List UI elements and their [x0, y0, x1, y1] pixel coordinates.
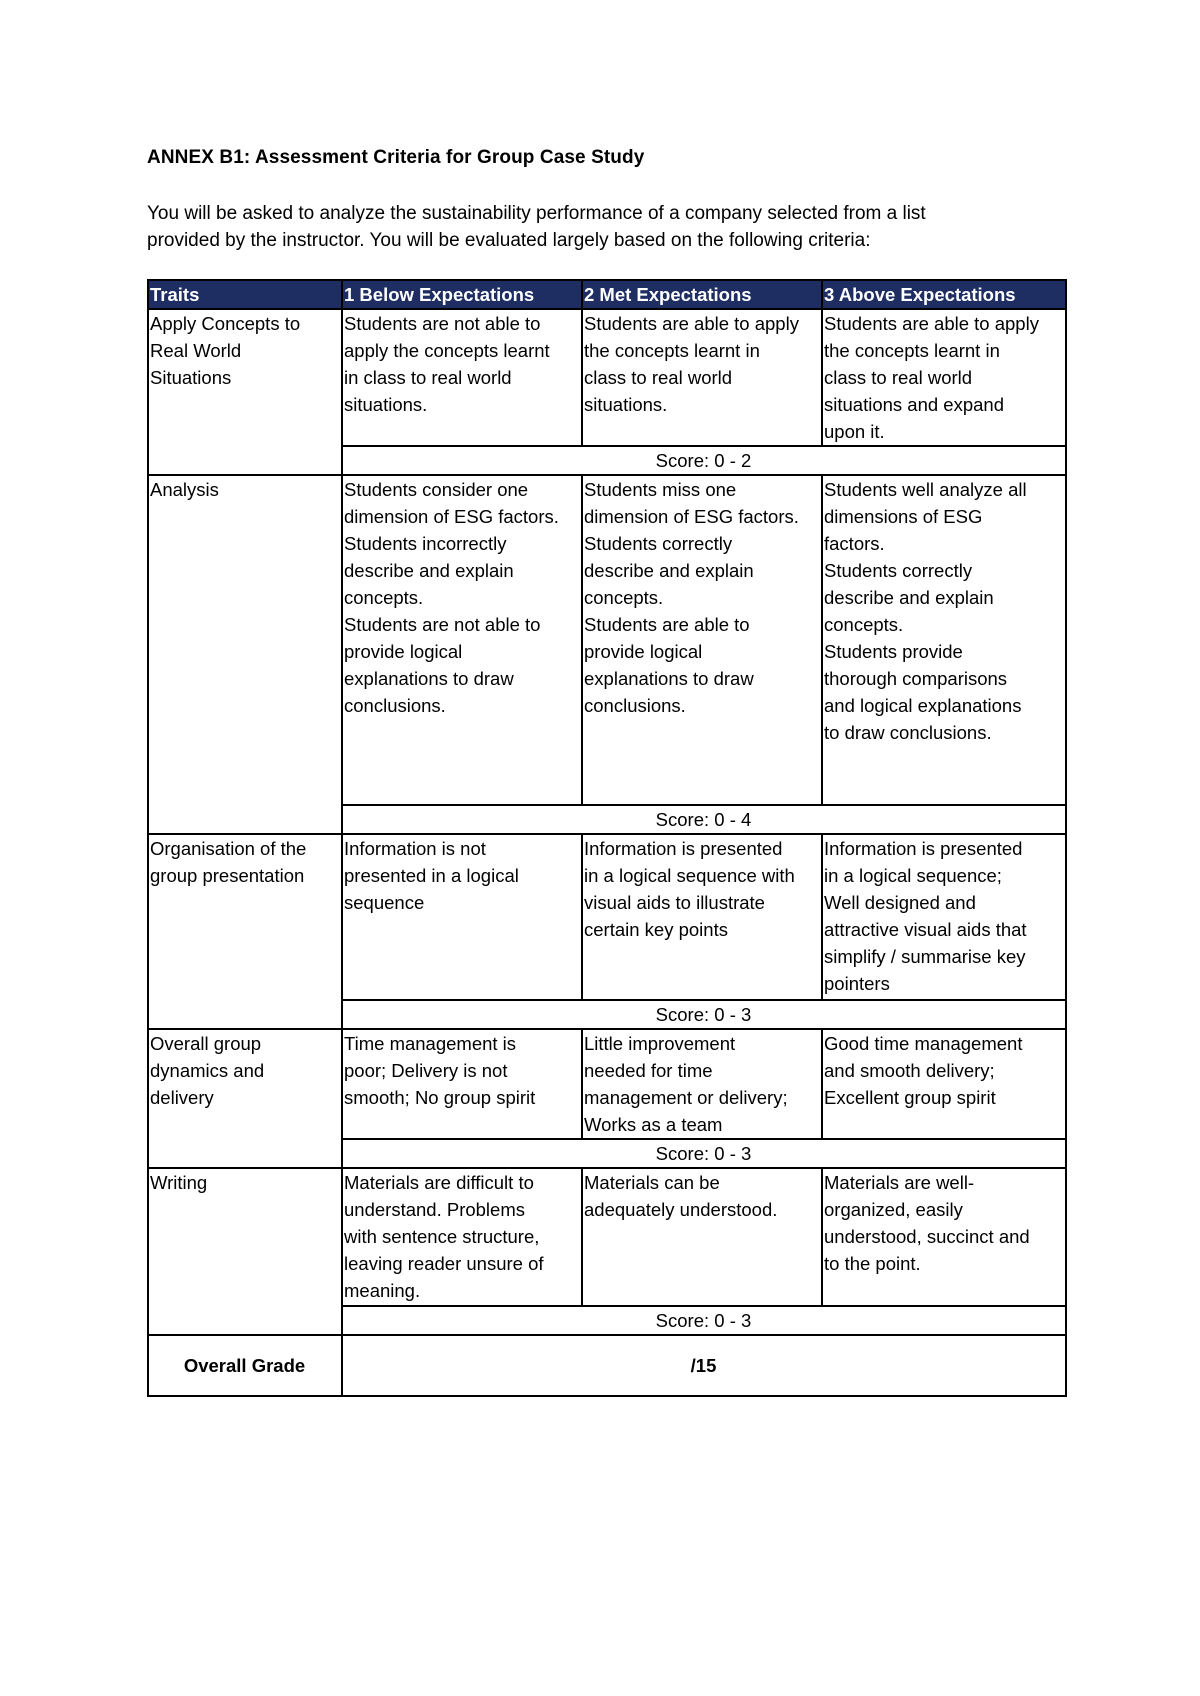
cell-line: Information is not — [344, 838, 486, 859]
cell-line: Students correctly — [824, 560, 973, 581]
cell-line: provide logical — [344, 641, 463, 662]
cell-line: concepts. — [584, 587, 664, 608]
cell-line: the concepts learnt in — [824, 340, 1000, 361]
cell-line: understand. Problems — [344, 1199, 525, 1220]
cell-line: Students provide — [824, 641, 963, 662]
rubric-row — [148, 834, 1066, 1000]
cell-line: needed for time — [584, 1060, 713, 1081]
cell-line: in class to real world — [344, 367, 512, 388]
cell-line: adequately understood. — [584, 1199, 778, 1220]
trait-cell — [148, 1029, 342, 1168]
cell-line: Excellent group spirit — [824, 1087, 996, 1108]
cell-line: meaning. — [344, 1280, 421, 1301]
cell-line: Time management is — [344, 1033, 517, 1054]
cell-line: group presentation — [150, 865, 305, 886]
cell-line: situations and expand — [824, 394, 1004, 415]
cell-line: dimensions of ESG — [824, 506, 983, 527]
intro-paragraph — [147, 200, 1067, 254]
header-met-expectations: 2 Met Expectations — [582, 280, 822, 309]
above-expectations-cell — [822, 834, 1066, 1000]
cell-line: and logical explanations — [824, 695, 1022, 716]
cell-line: Students miss one — [584, 479, 737, 500]
header-above-expectations: 3 Above Expectations — [822, 280, 1066, 309]
cell-line: to draw conclusions. — [824, 722, 992, 743]
assessment-rubric-table — [147, 279, 1067, 1397]
cell-line: Students well analyze all — [824, 479, 1027, 500]
score-range: Score: 0 - 2 — [342, 446, 1066, 475]
met-expectations-cell — [582, 309, 822, 446]
cell-line: simplify / summarise key — [824, 946, 1026, 967]
cell-line: Students consider one — [344, 479, 529, 500]
cell-line: Information is presented — [584, 838, 783, 859]
cell-line: the concepts learnt in — [584, 340, 760, 361]
cell-line: sequence — [344, 892, 425, 913]
cell-line: Good time management — [824, 1033, 1023, 1054]
trait-cell — [148, 309, 342, 475]
cell-line: situations. — [344, 394, 428, 415]
cell-line: organized, easily — [824, 1199, 963, 1220]
cell-line: visual aids to illustrate — [584, 892, 765, 913]
cell-line: Students are not able to — [344, 614, 541, 635]
cell-line: to the point. — [824, 1253, 921, 1274]
cell-line: provide logical — [584, 641, 703, 662]
header-below-expectations: 1 Below Expectations — [342, 280, 582, 309]
trait-cell — [148, 475, 342, 834]
cell-line: Students are not able to — [344, 313, 541, 334]
cell-line: in a logical sequence; — [824, 865, 1002, 886]
above-expectations-cell — [822, 1168, 1066, 1306]
cell-line: Students incorrectly — [344, 533, 507, 554]
met-expectations-cell — [582, 475, 822, 805]
rubric-row — [148, 1168, 1066, 1306]
page-title: ANNEX B1: Assessment Criteria for Group Case Study — [147, 147, 645, 168]
cell-line: Materials are difficult to — [344, 1172, 534, 1193]
cell-line: Information is presented — [824, 838, 1023, 859]
cell-line: Well designed and — [824, 892, 976, 913]
score-range: Score: 0 - 3 — [342, 1000, 1066, 1029]
table-header-row — [148, 280, 1066, 309]
overall-grade-value: /15 — [342, 1335, 1066, 1396]
cell-line: Analysis — [150, 479, 219, 500]
cell-line: Overall group — [150, 1033, 262, 1054]
overall-grade-row — [148, 1335, 1066, 1396]
below-expectations-cell — [342, 475, 582, 805]
cell-line: Materials are well- — [824, 1172, 975, 1193]
met-expectations-cell — [582, 1168, 822, 1306]
cell-line: class to real world — [824, 367, 973, 388]
cell-line: Students are able to apply — [824, 313, 1039, 334]
intro-line: provided by the instructor. You will be evaluated largely based on the following criteria: — [147, 230, 871, 251]
below-expectations-cell — [342, 834, 582, 1000]
cell-line: management or delivery; — [584, 1087, 788, 1108]
intro-line: You will be asked to analyze the sustainability performance of a company selected from a list — [147, 203, 926, 224]
cell-line: poor; Delivery is not — [344, 1060, 508, 1081]
score-range: Score: 0 - 4 — [342, 805, 1066, 834]
above-expectations-cell — [822, 1029, 1066, 1139]
cell-line: describe and explain — [344, 560, 514, 581]
cell-line: describe and explain — [584, 560, 754, 581]
header-traits: Traits — [148, 280, 342, 309]
cell-line: attractive visual aids that — [824, 919, 1027, 940]
cell-line: pointers — [824, 973, 890, 994]
trait-cell — [148, 1168, 342, 1335]
cell-line: conclusions. — [344, 695, 446, 716]
above-expectations-cell — [822, 309, 1066, 446]
below-expectations-cell — [342, 1168, 582, 1306]
cell-line: Students are able to — [584, 614, 750, 635]
cell-line: concepts. — [344, 587, 424, 608]
cell-line: dimension of ESG factors. — [584, 506, 799, 527]
cell-line: concepts. — [824, 614, 904, 635]
cell-line: apply the concepts learnt — [344, 340, 550, 361]
cell-line: Materials can be — [584, 1172, 720, 1193]
cell-line: situations. — [584, 394, 668, 415]
cell-line: smooth; No group spirit — [344, 1087, 536, 1108]
cell-line: explanations to draw — [584, 668, 754, 689]
met-expectations-cell — [582, 834, 822, 1000]
cell-line: dynamics and — [150, 1060, 265, 1081]
above-expectations-cell — [822, 475, 1066, 805]
below-expectations-cell — [342, 309, 582, 446]
cell-line: Real World — [150, 340, 242, 361]
rubric-body — [148, 309, 1066, 1335]
cell-line: class to real world — [584, 367, 733, 388]
cell-line: upon it. — [824, 421, 885, 442]
below-expectations-cell — [342, 1029, 582, 1139]
rubric-row — [148, 475, 1066, 805]
cell-line: presented in a logical — [344, 865, 519, 886]
cell-line: Situations — [150, 367, 232, 388]
cell-line: factors. — [824, 533, 885, 554]
score-range: Score: 0 - 3 — [342, 1306, 1066, 1335]
cell-line: describe and explain — [824, 587, 994, 608]
score-range: Score: 0 - 3 — [342, 1139, 1066, 1168]
cell-line: Apply Concepts to — [150, 313, 301, 334]
rubric-row — [148, 309, 1066, 446]
cell-line: in a logical sequence with — [584, 865, 795, 886]
overall-grade-label: Overall Grade — [148, 1335, 342, 1396]
cell-line: explanations to draw — [344, 668, 514, 689]
cell-line: leaving reader unsure of — [344, 1253, 544, 1274]
cell-line: Organisation of the — [150, 838, 307, 859]
cell-line: Students are able to apply — [584, 313, 799, 334]
cell-line: dimension of ESG factors. — [344, 506, 559, 527]
cell-line: delivery — [150, 1087, 214, 1108]
rubric-row — [148, 1029, 1066, 1139]
cell-line: Students correctly — [584, 533, 733, 554]
cell-line: certain key points — [584, 919, 728, 940]
cell-line: and smooth delivery; — [824, 1060, 995, 1081]
cell-line: with sentence structure, — [344, 1226, 540, 1247]
cell-line: Works as a team — [584, 1114, 723, 1135]
cell-line: conclusions. — [584, 695, 686, 716]
cell-line: Little improvement — [584, 1033, 736, 1054]
met-expectations-cell — [582, 1029, 822, 1139]
cell-line: understood, succinct and — [824, 1226, 1030, 1247]
cell-line: thorough comparisons — [824, 668, 1008, 689]
cell-line: Writing — [150, 1172, 208, 1193]
trait-cell — [148, 834, 342, 1029]
